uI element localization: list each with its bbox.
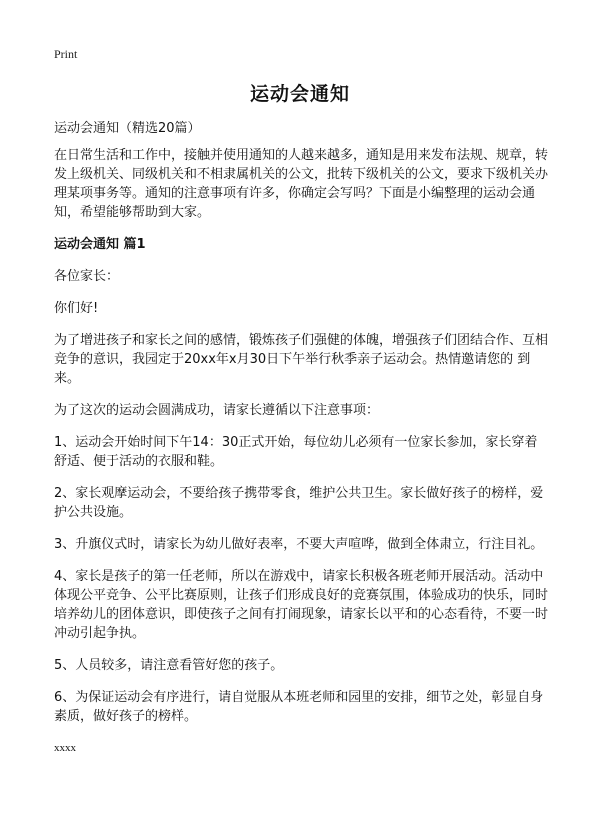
list-item: 4、家长是孩子的第一任老师，所以在游戏中，请家长积极各班老师开展活动。活动中体现公平竞争、公平比赛原则，让孩子们形成良好的竞赛氛围，体验成功的快乐，同时培养幼儿的团体意识，即使孩子之间有打闹现象，请家长以平和的心态看待，不要一时冲动引起争执。 [54, 569, 549, 641]
list-item: 2、家长观摩运动会，不要给孩子携带零食，维护公共卫生。家长做好孩子的榜样，爱护公共设施。 [54, 486, 544, 520]
paragraph-notice: 为了这次的运动会圆满成功，请家长遵循以下注意事项： [54, 403, 380, 418]
page-title: 运动会通知 [249, 83, 350, 105]
section-heading: 运动会通知 篇1 [54, 237, 146, 252]
hello-line: 你们好! [54, 301, 99, 316]
print-label: Print [54, 47, 78, 61]
list-item: 1、运动会开始时间下午14：30正式开始，每位幼儿必须有一位家长参加，家长穿着舒适、便于活动的衣服和鞋。 [54, 435, 538, 469]
paragraph-invitation: 为了增进孩子和家长之间的感情，锻炼孩子们强健的体魄，增强孩子们团结合作、互相竞争的意识，我园定于20xx年x月30日下午举行秋季亲子运动会。热情邀请您的 到来。 [54, 333, 549, 386]
document-subtitle: 运动会通知（精选20篇） [54, 121, 201, 136]
document-body [54, 119, 550, 771]
intro-paragraph: 在日常生活和工作中，接触并使用通知的人越来越多，通知是用来发布法规、规章，转发上级机关、同级机关和不相隶属机关的公文，批转下级机关的公文，要求下级机关办理某项事务等。通知的注意事项有许多，你确定会写吗？下面是小编整理的运动会通知，希望能够帮助到大家。 [54, 148, 549, 220]
list-item: 6、为保证运动会有序进行，请自觉服从本班老师和园里的安排，细节之处，彰显自身素质，做好孩子的榜样。 [54, 690, 544, 724]
list-item: 5、人员较多，请注意看管好您的孩子。 [54, 658, 284, 673]
greeting: 各位家长： [54, 269, 120, 284]
list-item: 3、升旗仪式时，请家长为幼儿做好表率，不要大声喧哗，做到全体肃立，行注目礼。 [54, 537, 544, 552]
footer-mark: xxxx [54, 742, 76, 754]
